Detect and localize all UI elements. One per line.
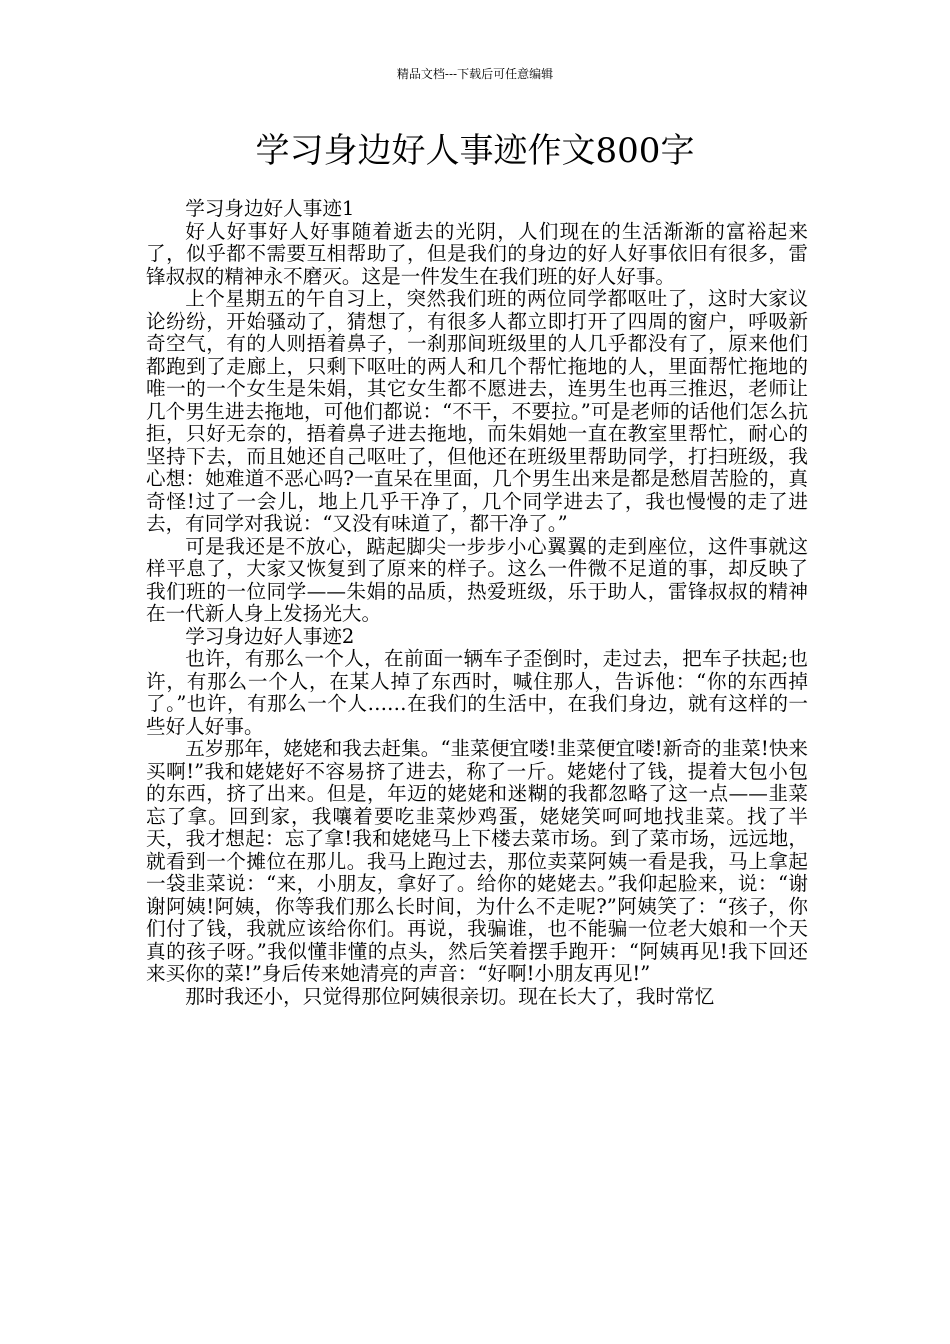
paragraph: 五岁那年，姥姥和我去赶集。“韭菜便宜喽!韭菜便宜喽!新奇的韭菜!快来买啊!”我和姥姥好不容易挤了进去，称了一斤。姥姥付了钱，提着大包小包的东西，挤了出来。但是，年迈的姥姥和迷糊的我都忽略了这一点——韭菜忘了拿。回到家，我嚷着要吃韭菜炒鸡蛋，姥姥笑呵呵地找韭菜。找了半天，我才想起：忘了拿!我和姥姥马上下楼去菜市场。到了菜市场，远远地，就看到一个摊位在那儿。我马上跑过去，那位卖菜阿姨一看是我，马上拿起一袋韭菜说：“来，小朋友，拿好了。给你的姥姥去。”我仰起脸来，说：“谢谢阿姨!阿姨，你等我们那么长时间，为什么不走呢?”阿姨笑了：“孩子，你们付了钱，我就应该给你们。再说，我骗谁，也不能骗一位老大娘和一个天真的孩子呀。”我似懂非懂的点头，然后笑着摆手跑开：“阿姨再见!我下回还来买你的菜!”身后传来她清亮的声音：“好啊!小朋友再见!”: [146, 737, 808, 985]
section-heading-2: 学习身边好人事迹2: [185, 624, 355, 648]
document-title: 学习身边好人事迹作文800字: [255, 131, 695, 171]
document-body: [146, 198, 808, 1008]
header-note: 精品文档---下载后可任意编辑: [396, 67, 554, 81]
paragraph: 上个星期五的午自习上，突然我们班的两位同学都呕吐了，这时大家议论纷纷，开始骚动了，猜想了，有很多人都立即打开了四周的窗户，呼吸新奇空气，有的人则捂着鼻子，一刹那间班级里的人几乎都没有了，原来他们都跑到了走廊上，只剩下呕吐的两人和几个帮忙拖地的人，里面帮忙拖地的唯一的一个女生是朱娟，其它女生都不愿进去，连男生也再三推迟，老师让几个男生进去拖地，可他们都说：“不干，不要拉。”可是老师的话他们怎么抗拒，只好无奈的，捂着鼻子进去拖地，而朱娟她一直在教室里帮忙，耐心的坚持下去，而且她还自己呕吐了，但他还在班级里帮助同学，打扫班级，我心想：她难道不恶心吗?一直呆在里面，几个男生出来是都是愁眉苦脸的，真奇怪!过了一会儿，地上几乎干净了，几个同学进去了，我也慢慢的走了进去，有同学对我说：“又没有味道了，都干净了。”: [146, 287, 808, 535]
paragraph: 好人好事好人好事随着逝去的光阴，人们现在的生活渐渐的富裕起来了，似乎都不需要互相帮助了，但是我们的身边的好人好事依旧有很多，雷锋叔叔的精神永不磨灭。这是一件发生在我们班的好人好事。: [146, 219, 808, 288]
paragraph: 也许，有那么一个人，在前面一辆车子歪倒时，走过去，把车子扶起;也许，有那么一个人，在某人掉了东西时，喊住那人，告诉他：“你的东西掉了。”也许，有那么一个人……在我们的生活中，在我们身边，就有这样的一些好人好事。: [146, 647, 808, 738]
paragraph: 那时我还小，只觉得那位阿姨很亲切。现在长大了，我时常忆: [185, 984, 715, 1008]
paragraph: 可是我还是不放心，踮起脚尖一步步小心翼翼的走到座位，这件事就这样平息了，大家又恢复到了原来的样子。这么一件微不足道的事，却反映了我们班的一位同学——朱娟的品质，热爱班级，乐于助人，雷锋叔叔的精神在一代新人身上发扬光大。: [146, 534, 808, 625]
section-heading-1: 学习身边好人事迹1: [185, 197, 355, 220]
